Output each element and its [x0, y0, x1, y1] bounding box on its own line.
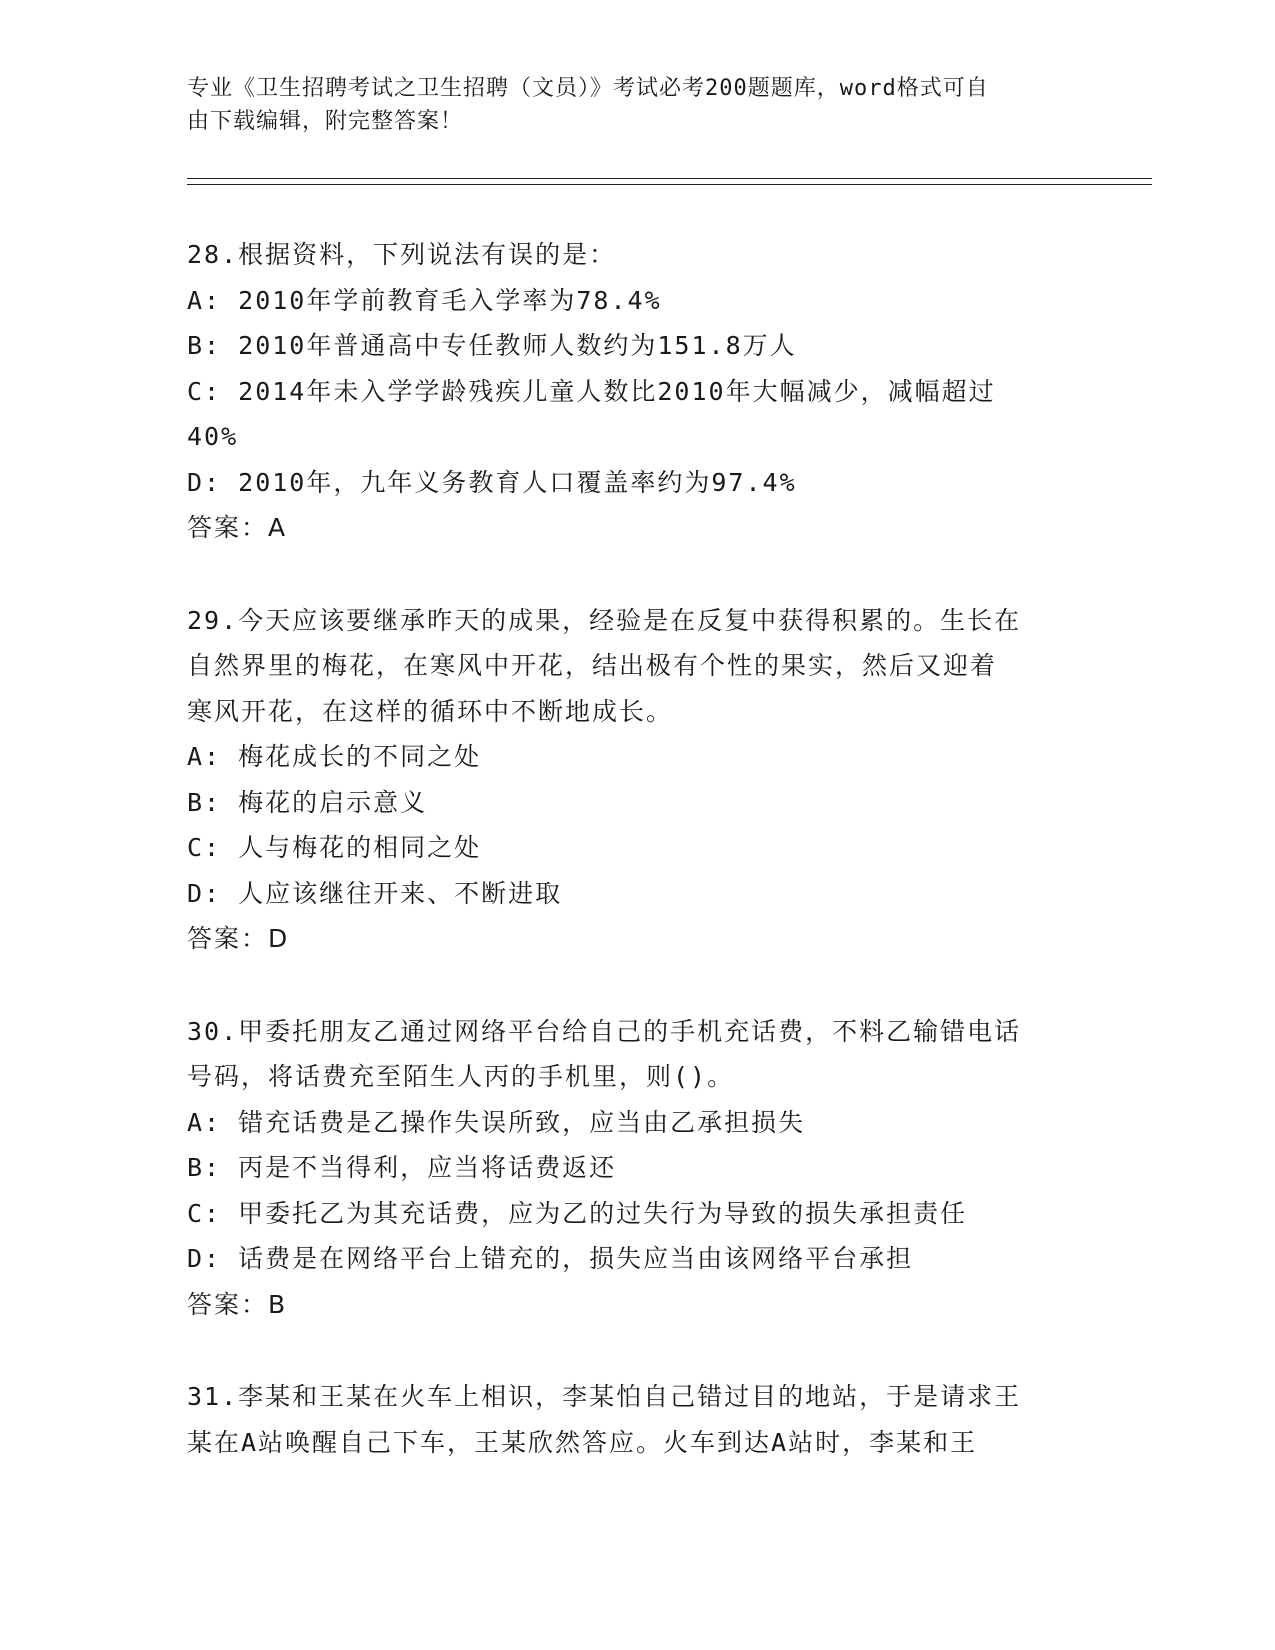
header-divider — [187, 178, 1152, 185]
question-29 — [187, 598, 1087, 962]
option-b: B: 梅花的启示意义 — [187, 787, 428, 817]
question-stem: 某在A站唤醒自己下车，王某欣然答应。火车到达A站时，李某和王 — [187, 1427, 978, 1457]
option-d: D: 人应该继往开来、不断进取 — [187, 878, 563, 908]
question-30 — [187, 1009, 1087, 1328]
option-a: A: 错充话费是乙操作失误所致，应当由乙承担损失 — [187, 1107, 806, 1137]
option-c: C: 人与梅花的相同之处 — [187, 833, 482, 862]
question-stem: 28.根据资料，下列说法有误的是： — [187, 240, 617, 269]
page-header — [187, 72, 1067, 138]
header-line-1: 专业《卫生招聘考试之卫生招聘（文员）》考试必考200题题库，word格式可自 — [187, 76, 989, 101]
option-c-continued: 40% — [187, 422, 239, 451]
option-a: A: 2010年学前教育毛入学率为78.4% — [187, 285, 662, 315]
option-d: D: 2010年，九年义务教育人口覆盖率约为97.4% — [187, 467, 797, 497]
question-stem: 自然界里的梅花，在寒风中开花，结出极有个性的果实，然后又迎着 — [187, 651, 998, 680]
question-stem: 30.甲委托朋友乙通过网络平台给自己的手机充话费，不料乙输错电话 — [187, 1016, 1022, 1046]
question-list — [187, 232, 1087, 1512]
option-a: A: 梅花成长的不同之处 — [187, 742, 482, 771]
option-d: D: 话费是在网络平台上错充的，损失应当由该网络平台承担 — [187, 1244, 914, 1273]
header-line-2: 由下载编辑，附完整答案！ — [187, 109, 464, 134]
question-stem: 31.李某和王某在火车上相识，李某怕自己错过目的地站，于是请求王 — [187, 1382, 1022, 1411]
question-stem: 寒风开花，在这样的循环中不断地成长。 — [187, 696, 674, 726]
answer: 答案：D — [187, 924, 290, 953]
option-b: B: 丙是不当得利，应当将话费返还 — [187, 1153, 617, 1182]
answer: 答案：B — [187, 1289, 288, 1319]
question-stem: 29.今天应该要继承昨天的成果，经验是在反复中获得积累的。生长在 — [187, 605, 1022, 635]
option-c: C: 甲委托乙为其充话费，应为乙的过失行为导致的损失承担责任 — [187, 1198, 968, 1228]
option-b: B: 2010年普通高中专任教师人数约为151.8万人 — [187, 331, 797, 360]
option-c: C: 2014年未入学学龄残疾儿童人数比2010年大幅减少，减幅超过 — [187, 376, 996, 406]
question-28 — [187, 232, 1087, 551]
question-stem: 号码，将话费充至陌生人丙的手机里，则()。 — [187, 1062, 735, 1091]
question-31 — [187, 1374, 1087, 1465]
answer: 答案：A — [187, 513, 288, 542]
